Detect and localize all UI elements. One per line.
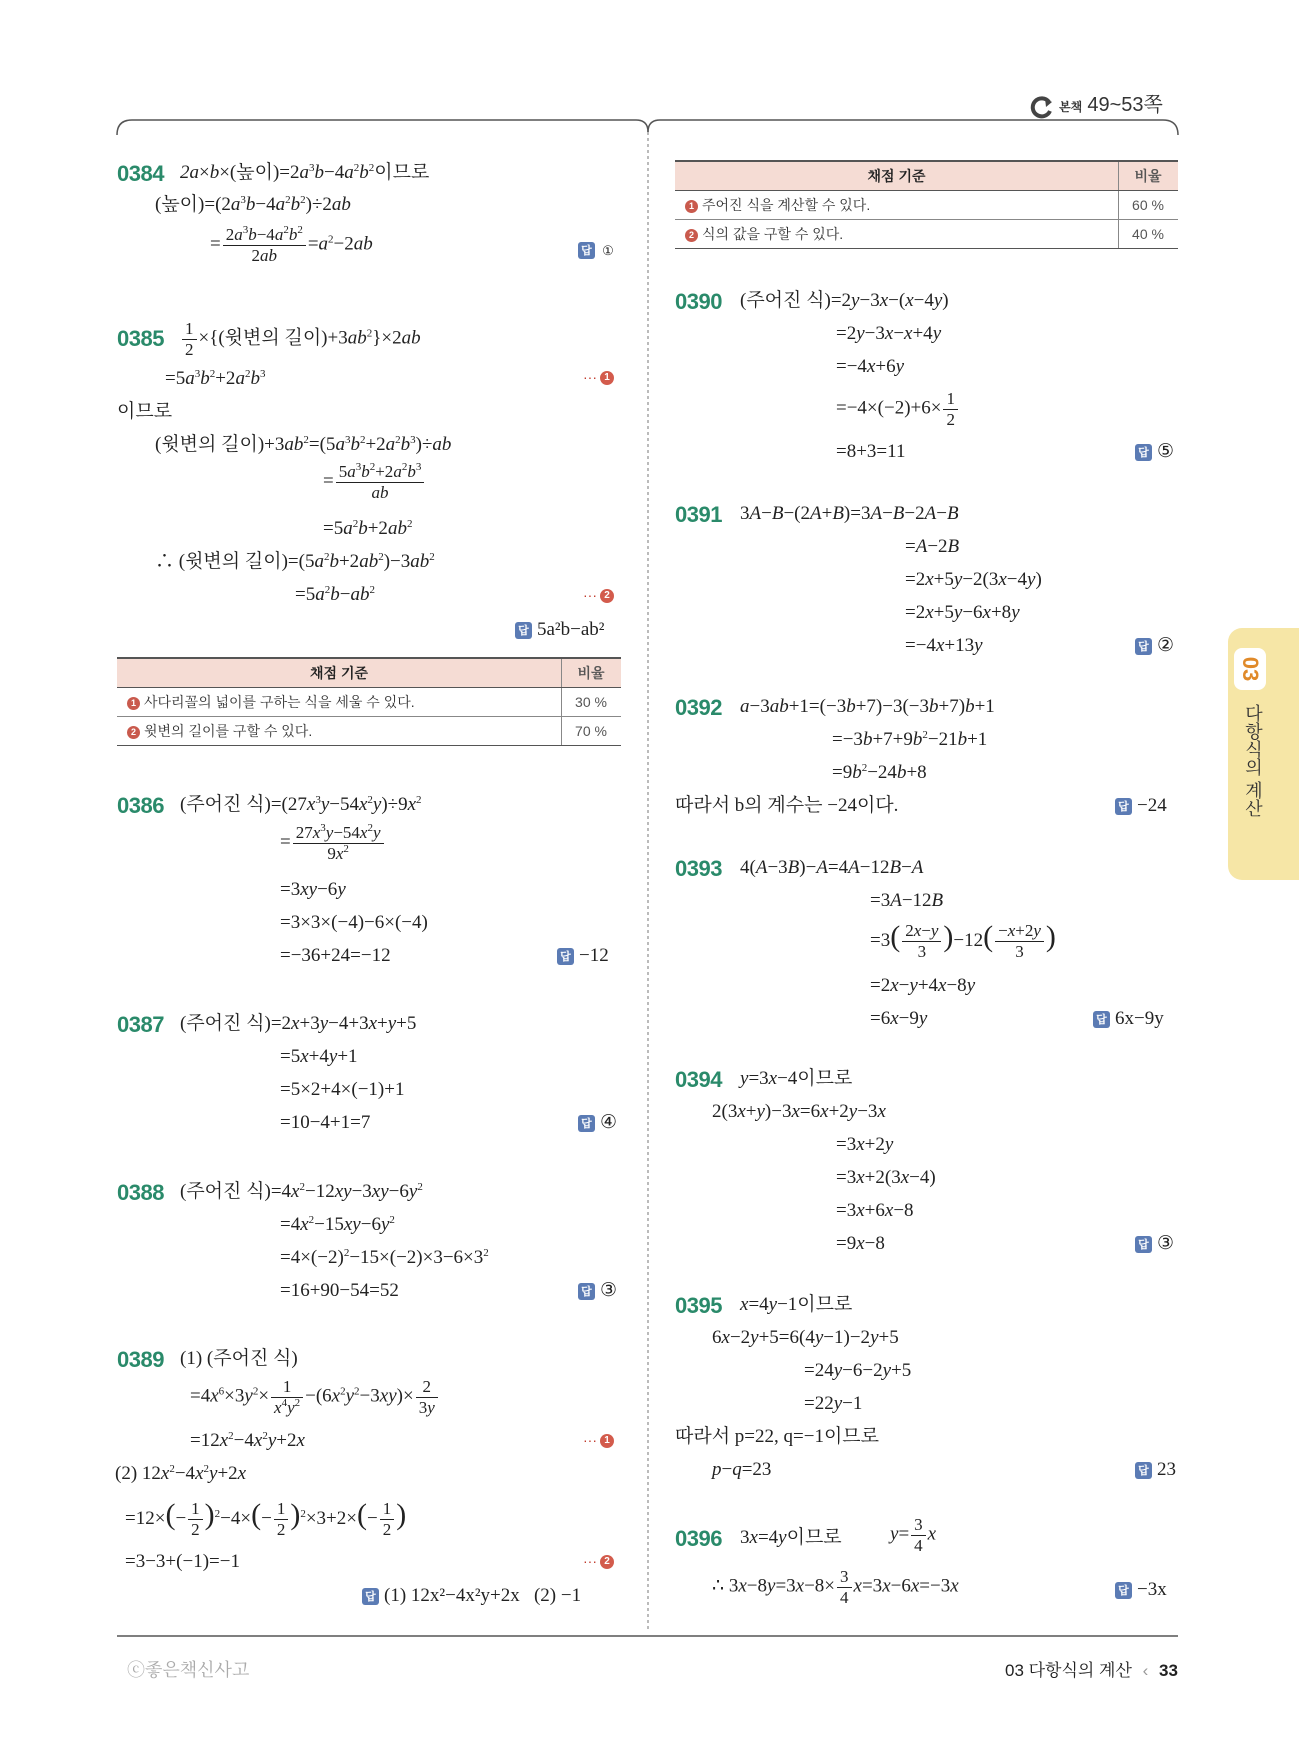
math-line: =10−4+1=7 — [280, 1112, 371, 1133]
math-line: (주어진 식)=2x+3y−4+3x+y+5 — [180, 1013, 417, 1034]
step-marker: ··· 1 — [583, 1432, 614, 1448]
math-line: =24y−6−2y+5 — [804, 1360, 912, 1381]
math-line: =9x−8 — [836, 1233, 885, 1254]
text-line: 이므로 — [117, 401, 173, 422]
math-line: $=5a^2b+2ab^2$ — [323, 518, 413, 539]
problem-number: 0394 — [675, 1067, 722, 1092]
math-line: =16+90−54=52 — [280, 1280, 399, 1301]
math-line: $=5a^3b^2+2a^2b^3$ — [165, 368, 266, 389]
math-line: =−4x+6y — [836, 356, 905, 377]
math-line: a−3ab+1=(−3b+7)−3(−3b+7)b+1 — [740, 696, 995, 717]
math-line: =5x+4y+1 — [280, 1046, 358, 1067]
math-line: =3A−12B — [870, 890, 944, 911]
answer: 답 23 — [1135, 1460, 1176, 1479]
step-marker: ··· 1 — [583, 369, 614, 385]
math-line: 3A−B−(2A+B)=3A−B−2A−B — [740, 503, 959, 524]
answer-badge: 답 — [1115, 798, 1132, 815]
grading-table — [675, 160, 1178, 249]
answer: 답 −24 — [1115, 796, 1167, 815]
math-line: (높이)$=(2a^3b-4a^2b^2)\div 2ab$ — [155, 194, 351, 215]
math-line: $=4x^2-15xy-6y^2$ — [280, 1214, 395, 1235]
answer-badge: 답 — [578, 1115, 595, 1132]
answer-badge: 답 — [1135, 1236, 1152, 1253]
math-line: =2x−y+4x−8y — [870, 975, 976, 996]
problem-number: 0387 — [117, 1012, 164, 1037]
problem-number: 0395 — [675, 1293, 722, 1318]
conclusion-text: 따라서 b의 계수는 −24이다. — [675, 795, 899, 816]
math-line: =22y−1 — [804, 1393, 863, 1414]
math-line: 3x=4y이므로 — [740, 1527, 842, 1548]
math-line: =5×2+4×(−1)+1 — [280, 1079, 405, 1100]
criteria-header: 채점 기준 — [117, 658, 562, 688]
chapter-side-title: 다항식의 계산 — [1243, 704, 1263, 818]
answer: 답 6x−9y — [1093, 1009, 1164, 1028]
problem-number: 0391 — [675, 502, 722, 527]
math-line: =2y−3x−x+4y — [836, 323, 942, 344]
book-label: 본책 — [1059, 100, 1083, 114]
answer: 답 ② — [1135, 636, 1174, 655]
conclusion-text: 따라서 p=22, q=−1이므로 — [675, 1426, 880, 1447]
math-line: p−q=23 — [712, 1459, 772, 1480]
answer-badge: 답 — [1093, 1011, 1110, 1028]
answer: 답 ① — [578, 240, 616, 259]
math-line: =A−2B — [905, 536, 960, 557]
problem-number: 0385 — [117, 326, 164, 351]
math-line: 6x−2y+5=6(4y−1)−2y+5 — [712, 1327, 899, 1348]
math-line: =2x+5y−2(3x−4y) — [905, 569, 1042, 590]
answer: 답 5a²b−ab² — [515, 620, 604, 639]
problem-number: 0386 — [117, 793, 164, 818]
problem-number: 0389 — [117, 1347, 164, 1372]
math-line: y= $\frac{3}{4}$ x — [890, 1515, 937, 1555]
math-line: 2(3x+y)−3x=6x+2y−3x — [712, 1101, 886, 1122]
footer-chapter-title: 03 다항식의 계산 — [1005, 1661, 1132, 1680]
math-line: (주어진 식)=2y−3x−(x−4y) — [740, 290, 949, 311]
answer: 답 ④ — [578, 1113, 617, 1132]
math-line: =−4x+13y — [905, 635, 983, 656]
math-line: = $\frac{27x^3y-54x^2y}{9x^2}$ — [280, 824, 386, 863]
math-line: (2) $12x^2-4x^2y+2x$ — [115, 1463, 247, 1484]
ratio-header: 비율 — [562, 658, 622, 688]
problem-number: 0388 — [117, 1180, 164, 1205]
math-line: x=4y−1이므로 — [740, 1294, 853, 1315]
math-line: (주어진 식)$=4x^2-12xy-3xy-6y^2$ — [180, 1181, 423, 1202]
math-line: $=4x^6\times 3y^2\times$ $\frac{1}{x^4y^2}$ $-(6x^2y^2-3xy)\times$ $\frac{2}{3y}$ — [190, 1378, 440, 1417]
math-line: (윗변의 길이)$+3ab^2=(5a^3b^2+2a^2b^3)\div ab$ — [155, 434, 452, 455]
chapter-number-badge: 03 — [1234, 648, 1266, 690]
math-line: =12×(− $\frac{1}{2}$ )$^2$−4×(− $\frac{1}{2}$ )$^2$×3+2×(− $\frac{1}{2}$ ) — [125, 1498, 407, 1540]
problem-number: 0392 — [675, 695, 722, 720]
answer-badge: 답 — [578, 1283, 595, 1300]
math-line: $=12x^2-4x^2y+2x$ — [190, 1430, 305, 1451]
math-line: =3−3+(−1)=−1 — [125, 1551, 240, 1572]
math-line: ∴ (윗변의 길이)$=(5a^2b+2ab^2)-3ab^2$ — [155, 551, 435, 572]
answer-badge: 답 — [515, 622, 532, 639]
math-line: $=9b^2-24b+8$ — [832, 762, 927, 783]
math-line: =3xy−6y — [280, 879, 346, 900]
table-row: 2 윗변의 길이를 구할 수 있다. 70 % — [117, 717, 621, 746]
answer-badge: 답 — [578, 242, 595, 259]
math-line: y=3x−4이므로 — [740, 1068, 853, 1089]
chapter-side-tab[interactable] — [1228, 628, 1299, 880]
math-line: =3x+6x−8 — [836, 1200, 914, 1221]
math-line: $=4\times(-2)^2-15\times(-2)\times 3-6\times 3^2$ — [280, 1247, 489, 1268]
page-range: 49~53쪽 — [1087, 94, 1163, 116]
math-line: 2a×b×(높이)$=2a^3b-4a^2b^2$이므로 — [180, 162, 430, 183]
math-line: =−4×(−2)+6× $\frac{1}{2}$ — [836, 390, 960, 429]
answer-badge: 답 — [1135, 444, 1152, 461]
math-line: =2x+5y−6x+8y — [905, 602, 1020, 623]
problem-number: 0390 — [675, 289, 722, 314]
publisher-copyright: ⓒ좋은책신사고 — [127, 1660, 250, 1680]
math-line: =3x+2(3x−4) — [836, 1167, 936, 1188]
table-row: 1 주어진 식을 계산할 수 있다. 60 % — [675, 191, 1178, 220]
answer-badge: 답 — [557, 948, 574, 965]
step-marker: ··· 2 — [583, 1553, 614, 1569]
math-line: =3×3×(−4)−6×(−4) — [280, 912, 428, 933]
answer: 답 −3x — [1115, 1580, 1167, 1599]
math-line: = $\frac{2a^3b-4a^2b^2}{2ab}$ $=a^2-2ab$ — [210, 224, 373, 265]
math-line: =3x+2y — [836, 1134, 894, 1155]
math-line: (주어진 식)$=(27x^3y-54x^2y)\div 9x^2$ — [180, 794, 422, 815]
math-line: $=-3b+7+9b^2-21b+1$ — [832, 729, 988, 750]
answer: 답 ③ — [578, 1281, 617, 1300]
math-line: 4(A−3B)−A=4A−12B−A — [740, 857, 924, 878]
answer: 답 ③ — [1135, 1234, 1174, 1253]
ratio-header: 비율 — [1119, 161, 1179, 191]
answer-badge: 답 — [1135, 1462, 1152, 1479]
table-row: 2 식의 값을 구할 수 있다. 40 % — [675, 220, 1178, 249]
answer: 답 (1) 12x²−4x²y+2x (2) −1 — [362, 1586, 581, 1605]
answer-badge: 답 — [1135, 638, 1152, 655]
problem-number: 0396 — [675, 1526, 722, 1551]
math-line: = $\frac{5a^3b^2+2a^2b^3}{ab}$ — [323, 463, 426, 502]
footer-chapter — [1005, 1656, 1178, 1681]
problem-number: 0393 — [675, 856, 722, 881]
problem-number: 0384 — [117, 161, 164, 186]
answer: 답 −12 — [557, 946, 609, 965]
table-row: 1 사다리꼴의 넓이를 구하는 식을 세울 수 있다. 30 % — [117, 688, 621, 717]
answer-badge: 답 — [362, 1588, 379, 1605]
answer-badge: 답 — [1115, 1582, 1132, 1599]
math-line: =8+3=11 — [836, 441, 906, 462]
chevron-left-icon: ‹ — [1142, 1661, 1149, 1680]
math-line: =3( $\frac{2x-y}{3}$ )−12( $\frac{-x+2y}{3}$ ) — [870, 920, 1056, 962]
math-line: $\frac{1}{2}$ ×{(윗변의 길이)$+3ab^2\}\times 2ab$ — [180, 320, 421, 359]
math-line: ∴ 3x−8y=3x−8× $\frac{3}{4}$ x=3x−6x=−3x — [712, 1567, 959, 1607]
page-number: 33 — [1159, 1661, 1178, 1680]
grading-table — [117, 657, 621, 746]
math-line: (1) (주어진 식) — [180, 1348, 298, 1369]
criteria-header: 채점 기준 — [675, 161, 1119, 191]
answer: 답 ⑤ — [1135, 442, 1174, 461]
math-line: $=5a^2b-ab^2$ — [295, 584, 375, 605]
math-line: =−36+24=−12 — [280, 945, 391, 966]
step-marker: ··· 2 — [583, 587, 614, 603]
math-line: =6x−9y — [870, 1008, 928, 1029]
